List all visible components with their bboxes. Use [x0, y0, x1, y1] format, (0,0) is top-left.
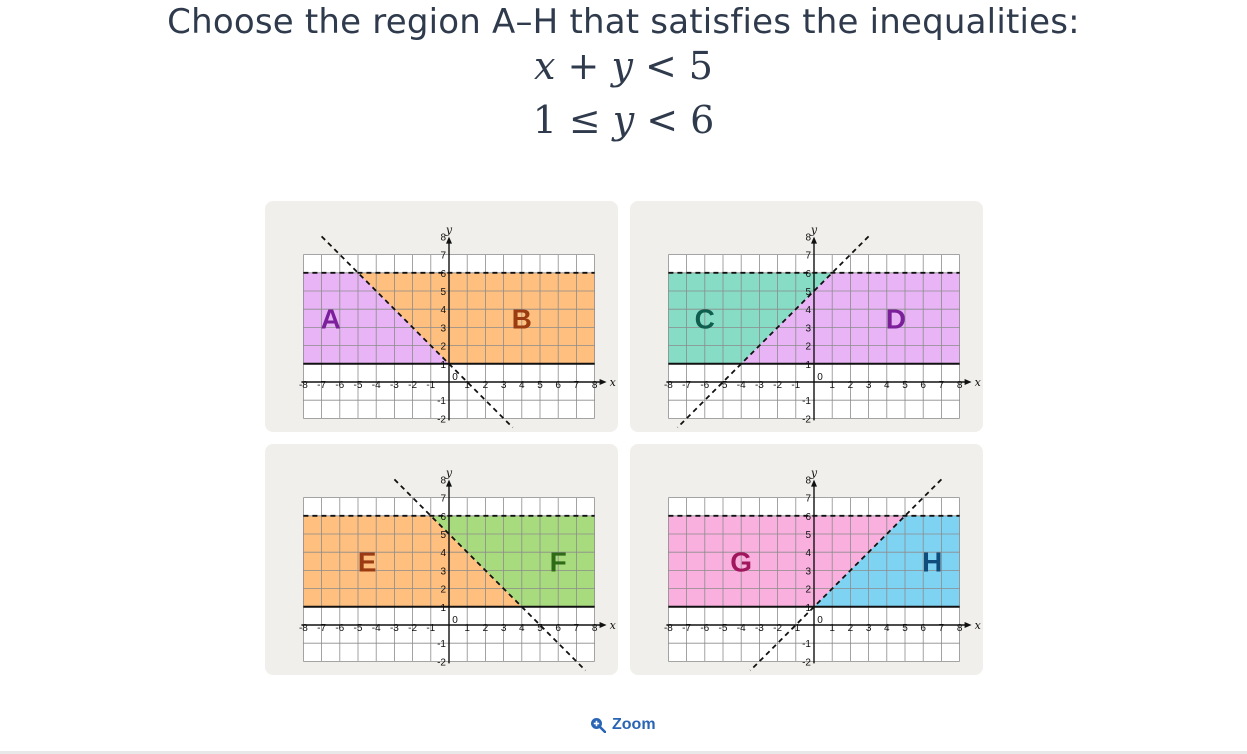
x-tick-label: 2 — [847, 623, 854, 634]
graph-panel-ab[interactable] — [265, 201, 618, 432]
origin-label: 0 — [452, 372, 458, 383]
x-tick-label: -7 — [317, 623, 327, 634]
x-tick-label: -5 — [718, 380, 728, 391]
x-tick-label: -6 — [335, 380, 345, 391]
graph-panel-ef[interactable] — [265, 444, 618, 675]
x-tick-label: -8 — [298, 623, 308, 634]
origin-label: 0 — [817, 615, 823, 626]
x-axis-arrow — [965, 622, 972, 628]
x-tick-label: 4 — [884, 623, 890, 634]
x-tick-label: -7 — [682, 380, 692, 391]
x-tick-label: 6 — [920, 380, 926, 391]
region-label-a: A — [320, 303, 341, 335]
region-label-h: H — [922, 546, 943, 578]
y-axis-arrow — [446, 480, 452, 487]
x-tick-label: -1 — [791, 623, 801, 634]
x-axis-arrow — [965, 379, 972, 385]
x-tick-label: 3 — [865, 623, 872, 634]
x-tick-label: -4 — [371, 623, 381, 634]
x-tick-label: 1 — [464, 380, 470, 391]
x-tick-label: 2 — [482, 380, 489, 391]
zoom-button[interactable] — [590, 713, 656, 737]
y-tick-label: 6 — [440, 511, 446, 523]
x-tick-label: -2 — [773, 380, 783, 391]
y-tick-label: 5 — [440, 530, 446, 541]
x-tick-label: -4 — [736, 380, 746, 391]
graph-gh-svg — [630, 444, 983, 675]
inequality-2-operator-1: ≤ — [568, 98, 601, 142]
inequality-1 — [0, 44, 1247, 88]
x-tick-label: 2 — [847, 380, 854, 391]
x-axis-arrow — [600, 379, 607, 385]
y-tick-label: 7 — [805, 250, 811, 262]
y-axis-arrow — [811, 237, 817, 244]
x-tick-label: -5 — [718, 623, 728, 634]
y-tick-label: 7 — [440, 493, 446, 505]
inequality-2-middle: y — [612, 98, 635, 142]
y-tick-label: 1 — [805, 359, 811, 371]
y-tick-label: 5 — [805, 530, 811, 541]
region-label-e: E — [357, 546, 377, 578]
x-tick-label: 6 — [920, 623, 926, 634]
y-tick-label: -2 — [802, 657, 811, 669]
graph-ef-svg — [265, 444, 618, 675]
x-tick-label: -2 — [773, 623, 783, 634]
x-tick-label: 7 — [938, 623, 945, 634]
y-tick-label: 4 — [440, 305, 446, 317]
x-tick-label: -3 — [754, 623, 764, 634]
y-tick-label: 6 — [805, 511, 811, 523]
x-tick-label: 8 — [591, 380, 598, 391]
origin-label: 0 — [817, 372, 823, 383]
y-axis-label: y — [445, 466, 453, 480]
x-tick-label: -6 — [700, 380, 710, 391]
x-tick-label: 5 — [537, 380, 543, 391]
region-label-d: D — [885, 303, 907, 335]
y-tick-label: 2 — [440, 584, 446, 596]
y-tick-label: 2 — [805, 584, 811, 596]
graph-panel-gh[interactable] — [630, 444, 983, 675]
x-tick-label: 3 — [500, 380, 507, 391]
x-tick-label: 1 — [829, 623, 835, 634]
x-tick-label: 5 — [537, 623, 543, 634]
x-tick-label: -7 — [317, 380, 327, 391]
x-tick-label: -4 — [371, 380, 381, 391]
y-tick-label: -2 — [437, 414, 446, 426]
x-tick-label: 1 — [464, 623, 470, 634]
x-tick-label: 8 — [591, 623, 598, 634]
y-axis-arrow — [446, 237, 452, 244]
x-tick-label: 4 — [519, 380, 525, 391]
x-tick-label: -8 — [663, 623, 673, 634]
y-tick-label: -2 — [437, 657, 446, 669]
y-tick-label: 5 — [805, 287, 811, 298]
y-tick-label: 4 — [440, 548, 446, 560]
y-tick-label: 5 — [440, 287, 446, 298]
region-label-f: F — [549, 546, 567, 578]
x-axis-label: x — [974, 619, 981, 632]
inequality-2 — [0, 98, 1247, 142]
x-axis-arrow — [600, 622, 607, 628]
x-tick-label: -3 — [389, 380, 399, 391]
x-tick-label: -1 — [791, 380, 801, 391]
y-tick-label: 6 — [805, 268, 811, 280]
x-tick-label: 7 — [573, 380, 580, 391]
x-tick-label: -3 — [754, 380, 764, 391]
x-tick-label: 8 — [956, 380, 963, 391]
y-tick-label: 3 — [440, 323, 446, 335]
x-tick-label: 8 — [956, 623, 963, 634]
inequality-1-left: x + y — [534, 44, 633, 88]
inequality-2-right: 6 — [690, 98, 715, 142]
x-tick-label: 6 — [555, 623, 561, 634]
x-axis-label: x — [609, 619, 616, 632]
x-tick-label: 5 — [902, 623, 908, 634]
origin-label: 0 — [452, 615, 458, 626]
x-tick-label: -1 — [426, 380, 436, 391]
x-tick-label: -7 — [682, 623, 692, 634]
graph-cd-svg — [630, 201, 983, 432]
y-tick-label: 3 — [440, 566, 446, 578]
y-tick-label: -1 — [802, 639, 811, 651]
x-tick-label: -3 — [389, 623, 399, 634]
y-tick-label: 8 — [440, 475, 446, 487]
inequality-2-left: 1 — [532, 98, 557, 142]
x-tick-label: 6 — [555, 380, 561, 391]
y-tick-label: -1 — [437, 639, 446, 651]
y-tick-label: 4 — [805, 548, 811, 560]
region-label-c: C — [694, 303, 715, 335]
graph-panel-cd[interactable] — [630, 201, 983, 432]
x-tick-label: -4 — [736, 623, 746, 634]
x-tick-label: 2 — [482, 623, 489, 634]
inequality-1-right: 5 — [688, 44, 713, 88]
y-tick-label: 8 — [805, 232, 811, 244]
x-tick-label: -2 — [408, 623, 418, 634]
x-axis-label: x — [609, 376, 616, 389]
x-tick-label: 4 — [884, 380, 890, 391]
x-tick-label: -5 — [353, 623, 363, 634]
x-tick-label: -8 — [663, 380, 673, 391]
question-prompt: Choose the region A–H that satisfies the inequalities: — [167, 2, 1080, 42]
x-tick-label: -1 — [426, 623, 436, 634]
zoom-label: Zoom — [612, 716, 656, 733]
x-tick-label: 5 — [902, 380, 908, 391]
y-tick-label: -1 — [802, 396, 811, 408]
y-tick-label: 8 — [440, 232, 446, 244]
y-tick-label: -2 — [802, 414, 811, 426]
inequality-1-operator: < — [644, 44, 677, 88]
x-tick-label: -6 — [335, 623, 345, 634]
x-tick-label: 7 — [573, 623, 580, 634]
x-tick-label: 7 — [938, 380, 945, 391]
y-tick-label: 3 — [805, 323, 811, 335]
y-axis-label: y — [810, 466, 818, 480]
y-tick-label: 4 — [805, 305, 811, 317]
y-tick-label: 6 — [440, 268, 446, 280]
y-axis-label: y — [445, 223, 453, 237]
x-tick-label: 3 — [865, 380, 872, 391]
x-tick-label: -6 — [700, 623, 710, 634]
x-axis-label: x — [974, 376, 981, 389]
y-tick-label: 2 — [440, 341, 446, 353]
y-tick-label: 2 — [805, 341, 811, 353]
x-tick-label: -2 — [408, 380, 418, 391]
y-tick-label: 8 — [805, 475, 811, 487]
zoom-in-icon — [590, 717, 606, 733]
y-tick-label: -1 — [437, 396, 446, 408]
inequality-2-operator-2: < — [646, 98, 679, 142]
graph-ab-svg — [265, 201, 618, 432]
y-tick-label: 7 — [805, 493, 811, 505]
y-axis-arrow — [811, 480, 817, 487]
y-tick-label: 1 — [440, 602, 446, 614]
y-tick-label: 1 — [805, 602, 811, 614]
y-axis-label: y — [810, 223, 818, 237]
x-tick-label: 1 — [829, 380, 835, 391]
y-tick-label: 7 — [440, 250, 446, 262]
region-label-g: G — [730, 546, 753, 578]
x-tick-label: -5 — [353, 380, 363, 391]
x-tick-label: -8 — [298, 380, 308, 391]
x-tick-label: 3 — [500, 623, 507, 634]
x-tick-label: 4 — [519, 623, 525, 634]
y-tick-label: 3 — [805, 566, 811, 578]
y-tick-label: 1 — [440, 359, 446, 371]
region-label-b: B — [511, 303, 532, 335]
